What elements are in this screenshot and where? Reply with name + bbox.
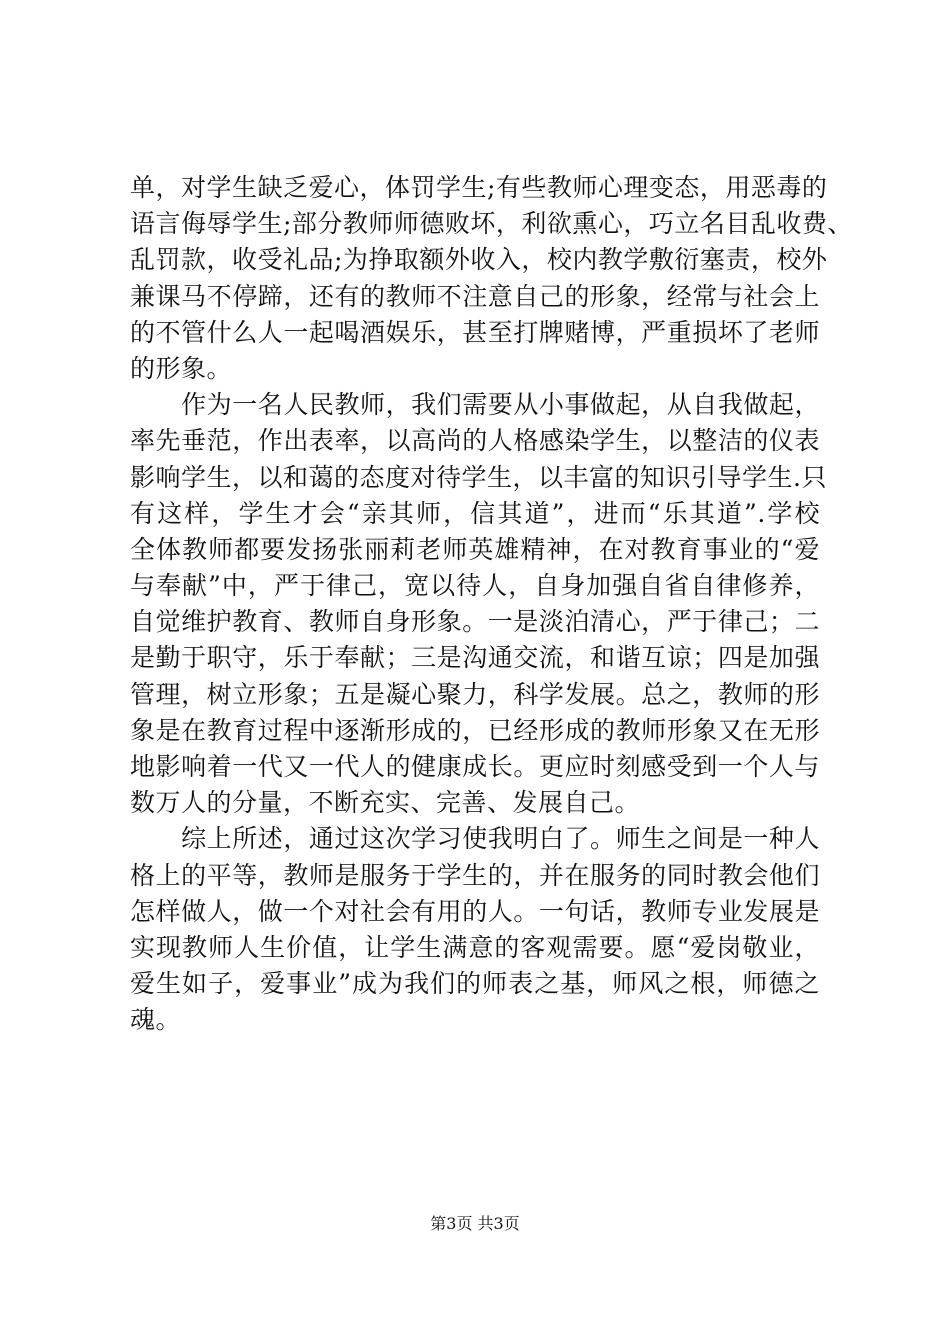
text-line: 与奉献”中，严于律己，宽以待人，自身加强自省自律修养， — [130, 571, 820, 601]
text-line: 魂。 — [130, 1005, 182, 1035]
text-line: 自觉维护教育、教师自身形象。一是淡泊清心，严于律己；二 — [130, 607, 820, 637]
body-text — [130, 170, 853, 1039]
text-line: 的不管什么人一起喝酒娱乐，甚至打牌赌博，严重损坏了老师 — [130, 317, 820, 347]
text-line: 的形象。 — [130, 353, 233, 383]
text-line: 兼课马不停蹄，还有的教师不注意自己的形象，经常与社会上 — [130, 281, 820, 311]
text-line: 怎样做人，做一个对社会有用的人。一句话，教师专业发展是 — [130, 896, 820, 926]
text-line: 影响学生，以和蔼的态度对待学生，以丰富的知识引导学生.只 — [130, 462, 827, 492]
text-line: 率先垂范，作出表率，以高尚的人格感染学生，以整洁的仪表 — [130, 426, 820, 456]
text-line: 管理，树立形象；五是凝心聚力，科学发展。总之，教师的形 — [130, 679, 820, 709]
page-number-label: 第3页 共3页 — [430, 1214, 520, 1233]
text-line: 象是在教育过程中逐渐形成的，已经形成的教师形象又在无形 — [130, 715, 820, 745]
text-line: 有这样，学生才会“亲其师，信其道”，进而“乐其道”.学校 — [130, 498, 820, 528]
text-line: 单，对学生缺乏爱心，体罚学生;有些教师心理变态，用恶毒的 — [130, 173, 828, 202]
text-line: 格上的平等，教师是服务于学生的，并在服务的同时教会他们 — [130, 860, 820, 890]
text-line: 全体教师都要发扬张丽莉老师英雄精神，在对教育事业的“爱 — [130, 534, 820, 564]
text-line: 爱生如子，爱事业”成为我们的师表之基，师风之根，师德之 — [130, 969, 820, 999]
text-line: 实现教师人生价值，让学生满意的客观需要。愿“爱岗敬业， — [130, 932, 820, 962]
page-footer — [0, 1214, 950, 1234]
text-line: 数万人的分量，不断充实、完善、发展自己。 — [130, 788, 641, 818]
text-line: 作为一名人民教师，我们需要从小事做起，从自我做起， — [130, 390, 820, 420]
text-line: 语言侮辱学生;部分教师师德败坏，利欲熏心，巧立名目乱收费、 — [130, 209, 853, 239]
text-line: 综上所述，通过这次学习使我明白了。师生之间是一种人 — [130, 824, 820, 854]
text-line: 是勤于职守，乐于奉献；三是沟通交流，和谐互谅；四是加强 — [130, 643, 820, 673]
text-line: 地影响着一代又一代人的健康成长。更应时刻感受到一个人与 — [130, 752, 820, 781]
text-line: 乱罚款，收受礼品;为挣取额外收入，校内教学敷衍塞责，校外 — [130, 245, 828, 275]
